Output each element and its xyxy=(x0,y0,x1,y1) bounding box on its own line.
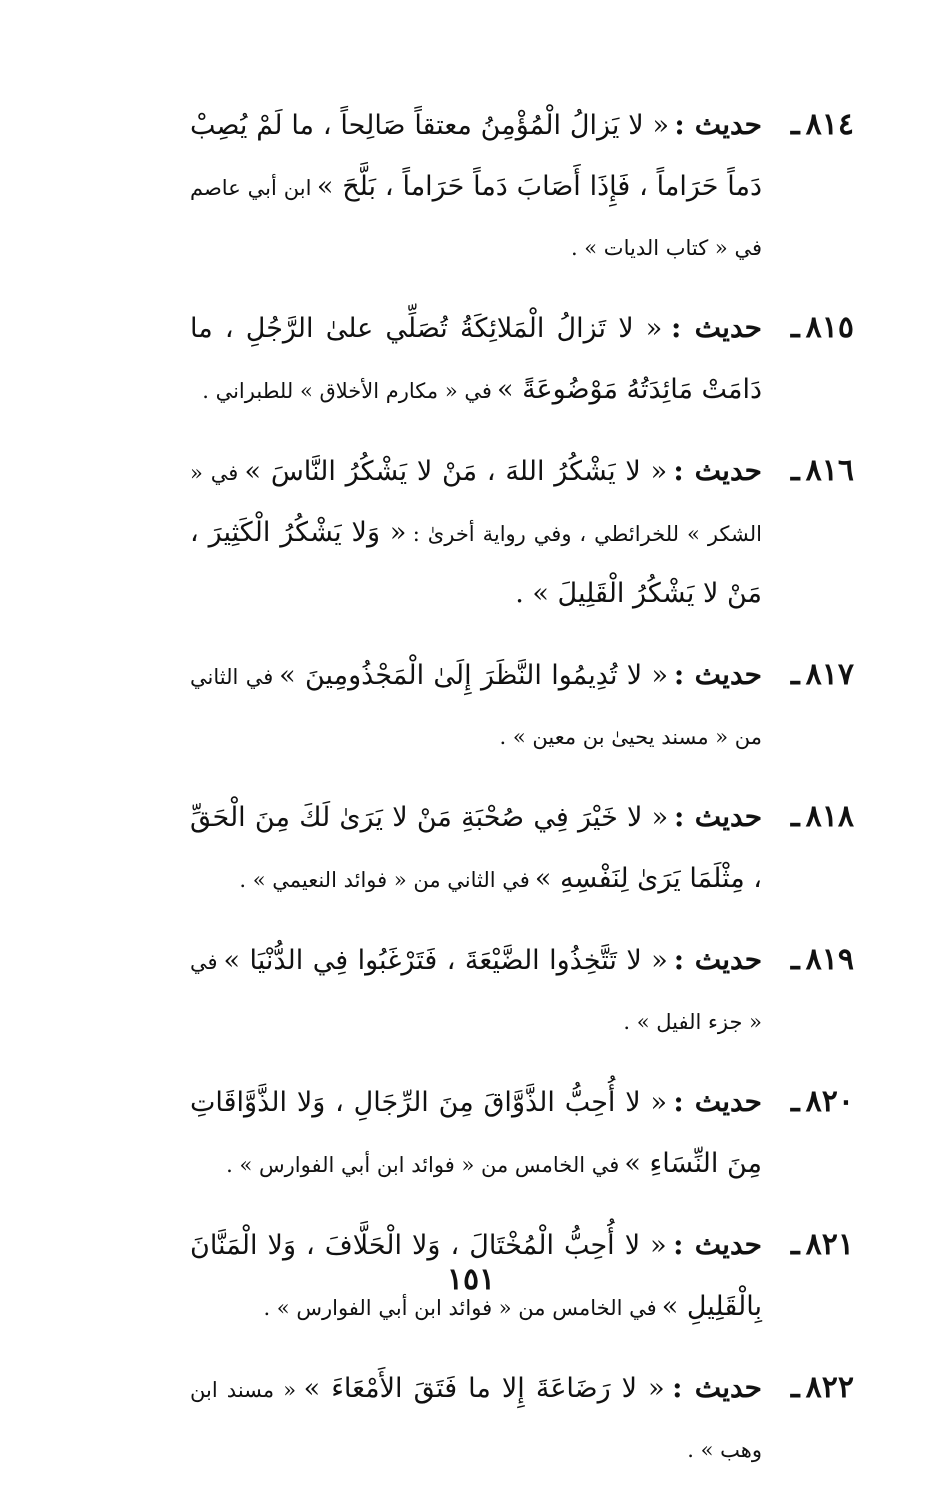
entry-number-value: ٨٢١ xyxy=(805,1227,854,1262)
entry-number xyxy=(791,1359,854,1417)
entry-label: حديث : xyxy=(673,800,762,833)
entry-number-value: ٨١٨ xyxy=(805,799,854,834)
hadith-text: « لا يَزالُ الْمُؤْمِنُ معتقاً صَالِحاً ، ما لَمْ يُصِبْ دَماً حَرَاماً ، فَإِذَا أَصَابَ دَماً حَرَاماً ، بَلَّحَ » xyxy=(190,110,762,202)
source-citation: في الخامس من « فوائد ابن أبي الفوارس » . xyxy=(263,1296,657,1320)
source-citation: ابن أبي عاصم في « كتاب الديات » . xyxy=(190,176,762,260)
entry-dash: ـ xyxy=(790,942,800,977)
source-citation: في « جزء الفيل » . xyxy=(190,950,762,1034)
entry-dash: ـ xyxy=(790,453,800,488)
source-citation: في الثاني من « مسند يحيىٰ بن معين » . xyxy=(190,665,762,749)
entry-number xyxy=(791,442,854,500)
entry-number xyxy=(791,96,854,154)
hadith-entry-818 xyxy=(190,788,854,911)
entry-label: حديث : xyxy=(673,1228,762,1261)
entry-label: حديث : xyxy=(671,311,762,344)
entry-number-value: ٨٢٠ xyxy=(805,1084,854,1119)
entry-number xyxy=(791,788,854,846)
source-citation: في الخامس من « فوائد ابن أبي الفوارس » . xyxy=(226,1153,620,1177)
hadith-text: « لا أُحِبُّ الْمُخْتَالَ ، وَلا الْحَلَّافَ ، وَلا الْمَنَّانَ بِالْقَلِيلِ » xyxy=(190,1230,762,1322)
source-citation: « مسند ابن وهب » . xyxy=(190,1378,762,1462)
entry-label: حديث : xyxy=(673,454,762,487)
entry-dash: ـ xyxy=(790,657,800,692)
hadith-text: « لا تُدِيمُوا النَّظَرَ إِلَىٰ الْمَجْذُومِينَ » xyxy=(279,660,669,691)
hadith-entry-819 xyxy=(190,931,854,1053)
hadith-entry-815 xyxy=(190,299,854,422)
entry-number-value: ٨١٤ xyxy=(805,107,854,142)
entry-dash: ـ xyxy=(790,1084,800,1119)
page-number: ١٥١ xyxy=(446,1262,496,1297)
entry-dash: ـ xyxy=(790,1370,800,1405)
entry-number-value: ٨١٧ xyxy=(805,657,854,692)
entry-label: حديث : xyxy=(672,1371,762,1404)
entry-dash: ـ xyxy=(790,1227,800,1262)
entry-label: حديث : xyxy=(674,108,762,141)
source-citation: في « مكارم الأخلاق » للطبراني . xyxy=(202,379,492,403)
entry-number-value: ٨١٥ xyxy=(805,310,854,345)
entry-number-value: ٨٢٢ xyxy=(805,1370,854,1405)
hadith-text: « لا تَتَّخِذُوا الضَّيْعَةَ ، فَتَرْغَبُوا فِي الدُّنْيَا » xyxy=(223,945,668,976)
hadith-text-alternate: « وَلا يَشْكُرُ الْكَثِيرَ ، مَنْ لا يَشْكُرُ الْقَلِيلَ » . xyxy=(190,517,762,609)
hadith-entry-822 xyxy=(190,1359,854,1481)
entry-number xyxy=(791,646,854,704)
entry-dash: ـ xyxy=(790,310,800,345)
entry-label: حديث : xyxy=(673,943,762,976)
hadith-entry-814 xyxy=(190,96,854,279)
entry-number-value: ٨١٩ xyxy=(805,942,854,977)
entry-dash: ـ xyxy=(790,799,800,834)
hadith-text: « لا أُحِبُّ الذَّوَّاقَ مِنَ الرِّجَالِ ، وَلا الذَّوَّاقَاتِ مِنَ النِّسَاءِ » xyxy=(190,1087,762,1179)
hadith-entry-816 xyxy=(190,442,854,626)
hadith-text: « لا تَزالُ الْمَلائِكَةُ تُصَلِّي علىٰ الرَّجُلِ ، ما دَامَتْ مَائِدَتُهُ مَوْضُوعَةً » xyxy=(190,313,762,405)
entry-label: حديث : xyxy=(673,1085,762,1118)
source-citation: في الثاني من « فوائد النعيمي » . xyxy=(239,868,530,892)
entry-number xyxy=(791,931,854,989)
source-citation: في « الشكر » للخرائطي ، وفي رواية أخرىٰ : xyxy=(190,461,762,546)
entry-dash: ـ xyxy=(790,107,800,142)
entry-label: حديث : xyxy=(673,658,762,691)
hadith-entry-817 xyxy=(190,646,854,768)
hadith-text: « لا خَيْرَ فِي صُحْبَةِ مَنْ لا يَرَىٰ لَكَ مِنَ الْحَقِّ ، مِثْلَمَا يَرَىٰ لِنَفْسِهِ » xyxy=(190,802,762,894)
hadith-entry-820 xyxy=(190,1073,854,1196)
hadith-text: « لا رَضَاعَةَ إِلا ما فَتَقَ الأَمْعَاءَ » xyxy=(303,1373,665,1404)
entry-number xyxy=(791,299,854,357)
hadith-text: « لا يَشْكُرُ اللهَ ، مَنْ لا يَشْكُرُ النَّاسَ » xyxy=(244,456,668,487)
entry-number xyxy=(791,1073,854,1131)
entry-number-value: ٨١٦ xyxy=(805,453,854,488)
